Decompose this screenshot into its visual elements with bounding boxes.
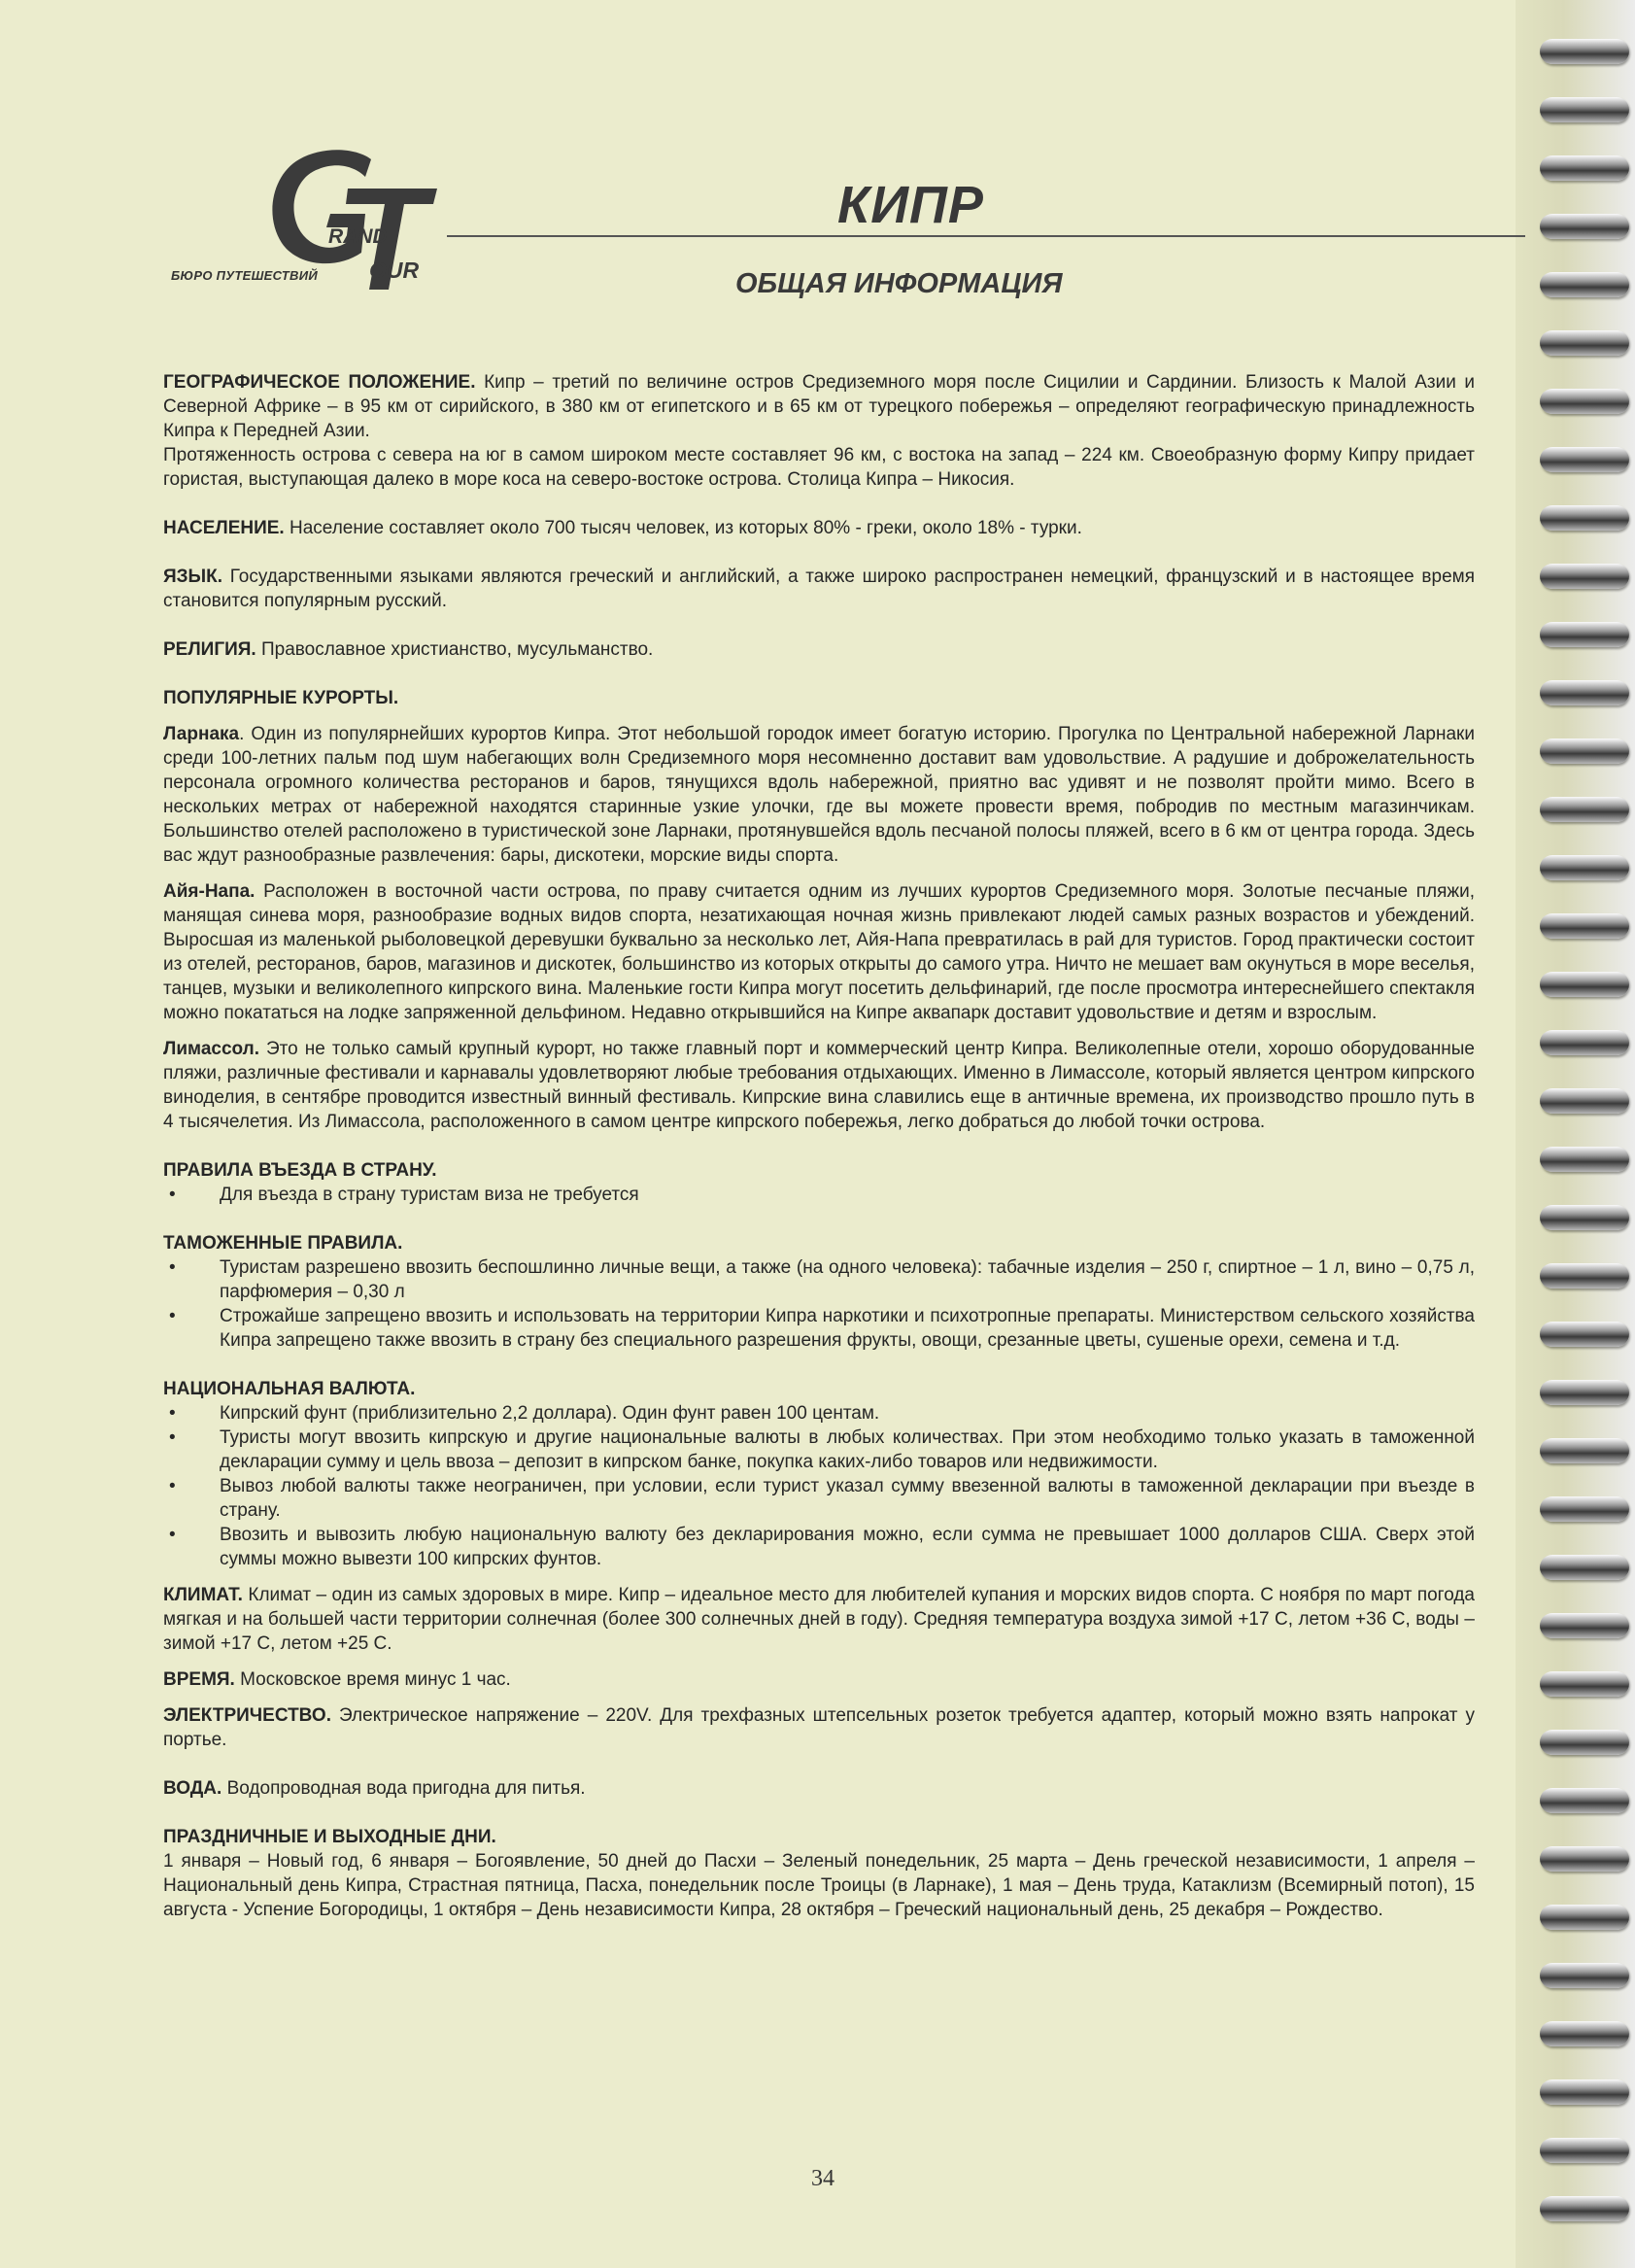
holidays-text: 1 января – Новый год, 6 января – Богоявление, 50 дней до Пасхи – Зеленый понедельник, 25 марта – День греческой независимости, 1 апреля – Национальный день Кипра, Страстная пятница, Пасха, понедельник после Троицы (в Ларнаке), 1 мая – День труда, Катаклизм (Всемирный потоп), 15 августа - Успение Богородицы, 1 октября – День независимости Кипра, 28 октября – Греческий национальный день, 25 декабря – Рождество. (163, 1851, 1475, 1920)
svg-text:RAND: RAND (328, 225, 388, 248)
customs-list (163, 1255, 1475, 1353)
spiral-coil (1540, 2021, 1629, 2046)
spiral-coil (1540, 1788, 1629, 1813)
spiral-coil (1540, 1730, 1629, 1755)
spiral-coil (1540, 1205, 1629, 1230)
spiral-coil (1540, 1905, 1629, 1930)
language-paragraph (163, 565, 1475, 613)
electricity-text: Электрическое напряжение – 220V. Для трехфазных штепсельных розеток требуется адаптер, который можно взять напрокат у портье. (163, 1705, 1476, 1750)
entry-list (163, 1183, 1475, 1207)
spiral-coil (1540, 855, 1629, 880)
spiral-coil (1540, 564, 1629, 589)
population-heading: НАСЕЛЕНИЕ. (163, 518, 285, 538)
page-title: КИПР (837, 176, 984, 234)
spiral-coil (1540, 1147, 1629, 1172)
geography-heading: ГЕОГРАФИЧЕСКОЕ ПОЛОЖЕНИЕ. (163, 372, 476, 393)
spiral-coil (1540, 1496, 1629, 1522)
customs-heading: ТАМОЖЕННЫЕ ПРАВИЛА. (163, 1233, 403, 1254)
electricity-heading: ЭЛЕКТРИЧЕСТВО. (163, 1705, 331, 1726)
resorts-heading: ПОПУЛЯРНЫЕ КУРОРТЫ. (163, 688, 399, 708)
spiral-coil (1540, 2138, 1629, 2163)
list-item: • Строжайше запрещено ввозить и использовать на территории Кипра наркотики и психотропные препараты. Министерством сельского хозяйства Кипра запрещено также ввозить в страну без специального разрешения фрукты, овощи, срезанные цветы, сушеные орехи, семена и т.д. (169, 1306, 1475, 1351)
ayianapa-name: Айя-Напа. (163, 881, 255, 902)
limassol-name: Лимассол. (163, 1039, 259, 1059)
spiral-coil (1540, 1438, 1629, 1463)
spiral-coil (1540, 972, 1629, 997)
spiral-coil (1540, 2196, 1629, 2221)
spiral-coil (1540, 1322, 1629, 1347)
spiral-coil (1540, 1030, 1629, 1055)
spiral-binding (1540, 39, 1632, 2254)
spiral-coil (1540, 39, 1629, 64)
spiral-coil (1540, 1380, 1629, 1405)
spiral-coil (1540, 680, 1629, 705)
entry-heading: ПРАВИЛА ВЪЕЗДА В СТРАНУ. (163, 1160, 437, 1181)
bullet-icon: • (169, 1306, 176, 1326)
geography-text: Кипр – третий по величине остров Средиземного моря после Сицилии и Сардинии. Близость к Малой Азии и Северной Африке – в 95 км от сирийского, в 380 км от египетского и в 65 км от турецкого побережья – определяют географическую принадлежность Кипра к Передней Азии. (163, 372, 1475, 441)
religion-heading: РЕЛИГИЯ. (163, 639, 256, 660)
spiral-coil (1540, 505, 1629, 531)
ayianapa-text: Расположен в восточной части острова, по праву считается одним из лучших курортов Средиземного моря. Золотые песчаные пляжи, манящая синева моря, разнообразие водных видов спорта, незатихающая ночная жизнь привлекают людей самых разных возрастов и убеждений. Выросшая из маленькой рыболовецкой деревушки буквально за несколько лет, Айя-Напа превратилась в рай для туристов. Город практически состоит из отелей, ресторанов, баров, магазинов и дискотек, большинство из которых открыты до самого утра. Ничто не мешает вам окунуться в море веселья, танцев, музыки и великолепного кипрского вина. Маленькие гости Кипра могут посетить дельфинарий, где после просмотра интереснейшего спектакля можно покататься на лодке запряженной дельфином. Недавно открывшийся на Кипре аквапарк доставит удовольствие и детям и взрослым. (163, 881, 1475, 1023)
larnaca-text: . Один из популярнейших курортов Кипра. Этот небольшой городок имеет богатую историю. Прогулка по Центральной набережной Ларнаки среди 100-летних пальм под шум набегающих волн Средиземного моря несомненно доставит вам удовольствие. А радушие и доброжелательность персонала огромного количества ресторанов и баров, тянущихся вдоль набережной, приятно вас удивят и не позволят пройти мимо. Всего в нескольких метрах от набережной находятся старинные узкие улочки, где вы можете провести время, побродив по местным магазинчикам. Большинство отелей расположено в туристической зоне Ларнаки, протянувшейся вдоль песчаной полосы пляжей, всего в 6 км от центра города. Здесь вас ждут разнообразные развлечения: бары, дискотеки, морские виды спорта. (163, 724, 1475, 866)
electricity-paragraph (163, 1703, 1475, 1752)
bullet-icon: • (169, 1403, 176, 1424)
svg-text:OUR: OUR (369, 258, 420, 283)
list-item: • Для въезда в страну туристам виза не требуется (169, 1185, 639, 1205)
spiral-coil (1540, 1963, 1629, 1988)
time-text: Московское время минус 1 час. (240, 1669, 511, 1690)
spiral-coil (1540, 389, 1629, 414)
population-paragraph (163, 516, 1475, 540)
currency-list (163, 1401, 1475, 1571)
spiral-coil (1540, 622, 1629, 647)
holidays-heading: ПРАЗДНИЧНЫЕ И ВЫХОДНЫЕ ДНИ. (163, 1827, 496, 1847)
spiral-coil (1540, 272, 1629, 297)
water-heading: ВОДА. (163, 1778, 222, 1799)
spiral-coil (1540, 739, 1629, 764)
time-paragraph (163, 1667, 1475, 1692)
logo-caption: БЮРО ПУТЕШЕСТВИЙ (171, 268, 319, 283)
list-item: • Туристы могут ввозить кипрскую и другие национальные валюты в любых количествах. При этом необходимо только указать в таможенной декларации сумму и цель ввоза – депозит в кипрском банке, покупка каких-либо товаров или недвижимости. (169, 1427, 1475, 1472)
geography-paragraph-2: Протяженность острова с севера на юг в самом широком месте составляет 96 км, с востока на запад – 224 км. Своеобразную форму Кипру придает гористая, выступающая далеко в море коса на северо-востоке острова. Столица Кипра – Никосия. (163, 445, 1475, 490)
water-text: Водопроводная вода пригодна для питья. (226, 1778, 586, 1799)
spiral-coil (1540, 797, 1629, 822)
page-number: 34 (811, 2166, 835, 2191)
list-item: • Вывоз любой валюты также неограничен, при условии, если турист указал сумму ввезенной валюты в таможенной декларации при въезде в страну. (169, 1476, 1475, 1521)
spiral-coil (1540, 97, 1629, 122)
spiral-coil (1540, 1846, 1629, 1872)
ayianapa-paragraph (163, 879, 1475, 1025)
spiral-coil (1540, 913, 1629, 939)
spiral-coil (1540, 1088, 1629, 1114)
language-heading: ЯЗЫК. (163, 567, 223, 587)
list-item: • Ввозить и вывозить любую национальную валюту без декларирования можно, если сумма не превышает 1000 долларов США. Сверх этой суммы можно вывезти 100 кипрских фунтов. (169, 1525, 1475, 1569)
limassol-paragraph (163, 1037, 1475, 1134)
list-item: • Кипрский фунт (приблизительно 2,2 доллара). Один фунт равен 100 центам. (169, 1403, 880, 1424)
larnaca-name: Ларнака (163, 724, 240, 744)
spiral-coil (1540, 1555, 1629, 1580)
geography-paragraph (163, 370, 1475, 443)
population-text: Население составляет около 700 тысяч человек, из которых 80% - греки, около 18% - турки. (289, 518, 1082, 538)
time-heading: ВРЕМЯ. (163, 1669, 235, 1690)
list-item: • Туристам разрешено ввозить беспошлинно личные вещи, а также (на одного человека): табачные изделия – 250 г, спиртное – 1 л, вино – 0,75 л, парфюмерия – 0,30 л (169, 1257, 1475, 1302)
spiral-coil (1540, 1263, 1629, 1289)
spiral-coil (1540, 447, 1629, 472)
climate-text: Климат – один из самых здоровых в мире. Кипр – идеальное место для любителей купания и морских видов спорта. С ноября по март погода мягкая и на большей части территории солнечная (более 300 солнечных дней в году). Средняя температура воздуха зимой +17 С, летом +36 С, воды – зимой +17 С, летом +25 С. (163, 1585, 1475, 1654)
spiral-coil (1540, 214, 1629, 239)
currency-heading: НАЦИОНАЛЬНАЯ ВАЛЮТА. (163, 1379, 416, 1399)
spiral-coil (1540, 330, 1629, 356)
water-paragraph (163, 1776, 1475, 1801)
climate-heading: КЛИМАТ. (163, 1585, 243, 1605)
spiral-coil (1540, 1671, 1629, 1697)
religion-text: Православное христианство, мусульманство. (260, 639, 654, 660)
title-rule (447, 235, 1525, 237)
spiral-coil (1540, 1613, 1629, 1638)
bullet-icon: • (169, 1476, 176, 1496)
climate-paragraph (163, 1583, 1475, 1656)
page-subtitle: ОБЩАЯ ИНФОРМАЦИЯ (735, 268, 1063, 299)
limassol-text: Это не только самый крупный курорт, но также главный порт и коммерческий центр Кипра. Великолепные отели, хорошо оборудованные пляжи, различные фестивали и карнавалы удовлетворяют любые требования отдыхающих. Именно в Лимассоле, который является центром кипрского виноделия, в сентябре проводится известный винный фестиваль. Кипрские вина славились еще в античные времена, их производство прошло путь в 4 тысячелетия. Из Лимассола, расположенного в самом центре кипрского побережья, легко добраться до любой точки острова. (163, 1039, 1475, 1132)
bullet-icon: • (169, 1257, 176, 1278)
larnaca-paragraph (163, 722, 1475, 868)
bullet-icon: • (169, 1185, 176, 1205)
bullet-icon: • (169, 1427, 176, 1448)
bullet-icon: • (169, 1525, 176, 1545)
document-body (163, 370, 1475, 1922)
religion-paragraph (163, 637, 1475, 662)
spiral-coil (1540, 155, 1629, 181)
language-text: Государственными языками являются греческий и английский, а также широко распространен немецкий, французский и в настоящее время становится популярным русский. (163, 567, 1475, 611)
spiral-coil (1540, 2079, 1629, 2105)
